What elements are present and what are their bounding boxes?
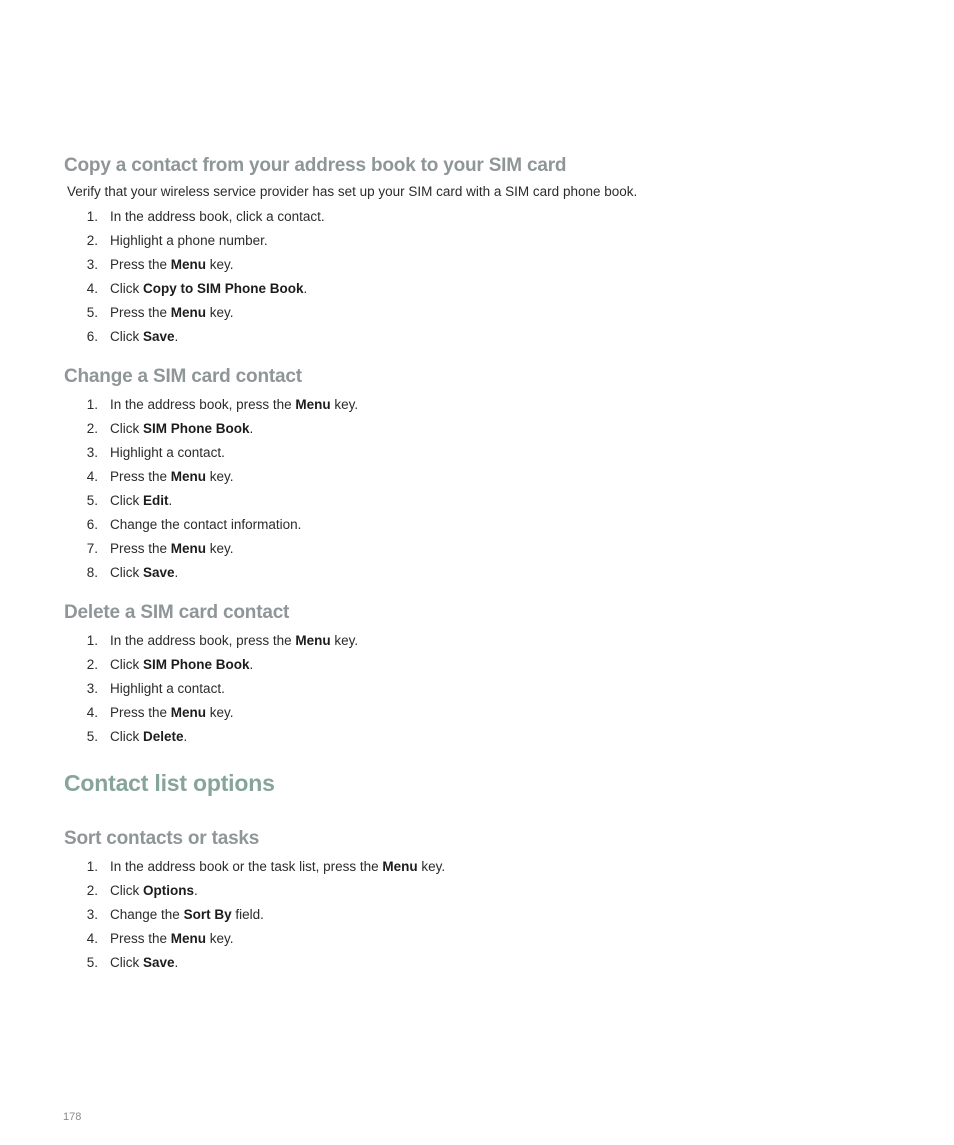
- steps-list: [64, 393, 924, 585]
- step-number: 6.: [86, 329, 98, 344]
- step-number: 1.: [86, 859, 98, 874]
- step-number: 5.: [86, 729, 98, 744]
- step-number: 5.: [86, 305, 98, 320]
- step-item: 6. Click Save.: [64, 325, 924, 349]
- step-item: 2. Click SIM Phone Book.: [64, 653, 924, 677]
- step-number: 6.: [86, 517, 98, 532]
- section-change-contact: [64, 361, 924, 585]
- steps-list: [64, 855, 924, 975]
- section-intro: Verify that your wireless service provider has set up your SIM card with a SIM card phone book.: [67, 184, 638, 199]
- step-item: 4. Click Copy to SIM Phone Book.: [64, 277, 924, 301]
- step-number: 4.: [86, 705, 98, 720]
- step-number: 5.: [86, 955, 98, 970]
- step-item: 2. Click SIM Phone Book.: [64, 417, 924, 441]
- step-item: 1. In the address book or the task list, press the Menu key.: [64, 855, 924, 879]
- step-item: 3. Press the Menu key.: [64, 253, 924, 277]
- step-number: 5.: [86, 493, 98, 508]
- steps-list: [64, 629, 924, 749]
- step-number: 2.: [86, 233, 98, 248]
- section-delete-contact: [64, 597, 924, 749]
- section-sort-contacts: [64, 823, 924, 975]
- step-number: 8.: [86, 565, 98, 580]
- section-title: Change a SIM card contact: [64, 366, 302, 387]
- section-title: Copy a contact from your address book to your SIM card: [64, 155, 567, 176]
- section-title: Sort contacts or tasks: [64, 828, 260, 849]
- step-number: 4.: [86, 281, 98, 296]
- step-number: 4.: [86, 931, 98, 946]
- step-number: 3.: [86, 445, 98, 460]
- step-item: 8. Click Save.: [64, 561, 924, 585]
- step-item: 5. Press the Menu key.: [64, 301, 924, 325]
- page-number: 178: [63, 1111, 82, 1123]
- step-item: 1. In the address book, press the Menu key.: [64, 629, 924, 653]
- section-title: Delete a SIM card contact: [64, 602, 290, 623]
- step-number: 3.: [86, 257, 98, 272]
- step-number: 3.: [86, 681, 98, 696]
- step-item: 5. Click Delete.: [64, 725, 924, 749]
- step-number: 3.: [86, 907, 98, 922]
- step-number: 1.: [86, 633, 98, 648]
- step-item: 1. In the address book, click a contact.: [64, 205, 924, 229]
- step-item: 6. Change the contact information.: [64, 513, 924, 537]
- step-item: 7. Press the Menu key.: [64, 537, 924, 561]
- step-item: 5. Click Save.: [64, 951, 924, 975]
- steps-list: [64, 205, 924, 349]
- step-item: 3. Highlight a contact.: [64, 677, 924, 701]
- step-item: 3. Highlight a contact.: [64, 441, 924, 465]
- step-item: 2. Click Options.: [64, 879, 924, 903]
- step-number: 1.: [86, 397, 98, 412]
- step-item: 5. Click Edit.: [64, 489, 924, 513]
- step-item: 4. Press the Menu key.: [64, 701, 924, 725]
- chapter-title: Contact list options: [64, 770, 275, 796]
- step-item: 2. Highlight a phone number.: [64, 229, 924, 253]
- step-item: 4. Press the Menu key.: [64, 465, 924, 489]
- document-content: [64, 150, 924, 975]
- step-item: 4. Press the Menu key.: [64, 927, 924, 951]
- step-number: 7.: [86, 541, 98, 556]
- step-number: 1.: [86, 209, 98, 224]
- step-number: 2.: [86, 657, 98, 672]
- step-item: 3. Change the Sort By field.: [64, 903, 924, 927]
- step-item: 1. In the address book, press the Menu key.: [64, 393, 924, 417]
- step-number: 2.: [86, 883, 98, 898]
- section-copy-contact: [64, 150, 924, 349]
- step-number: 4.: [86, 469, 98, 484]
- step-number: 2.: [86, 421, 98, 436]
